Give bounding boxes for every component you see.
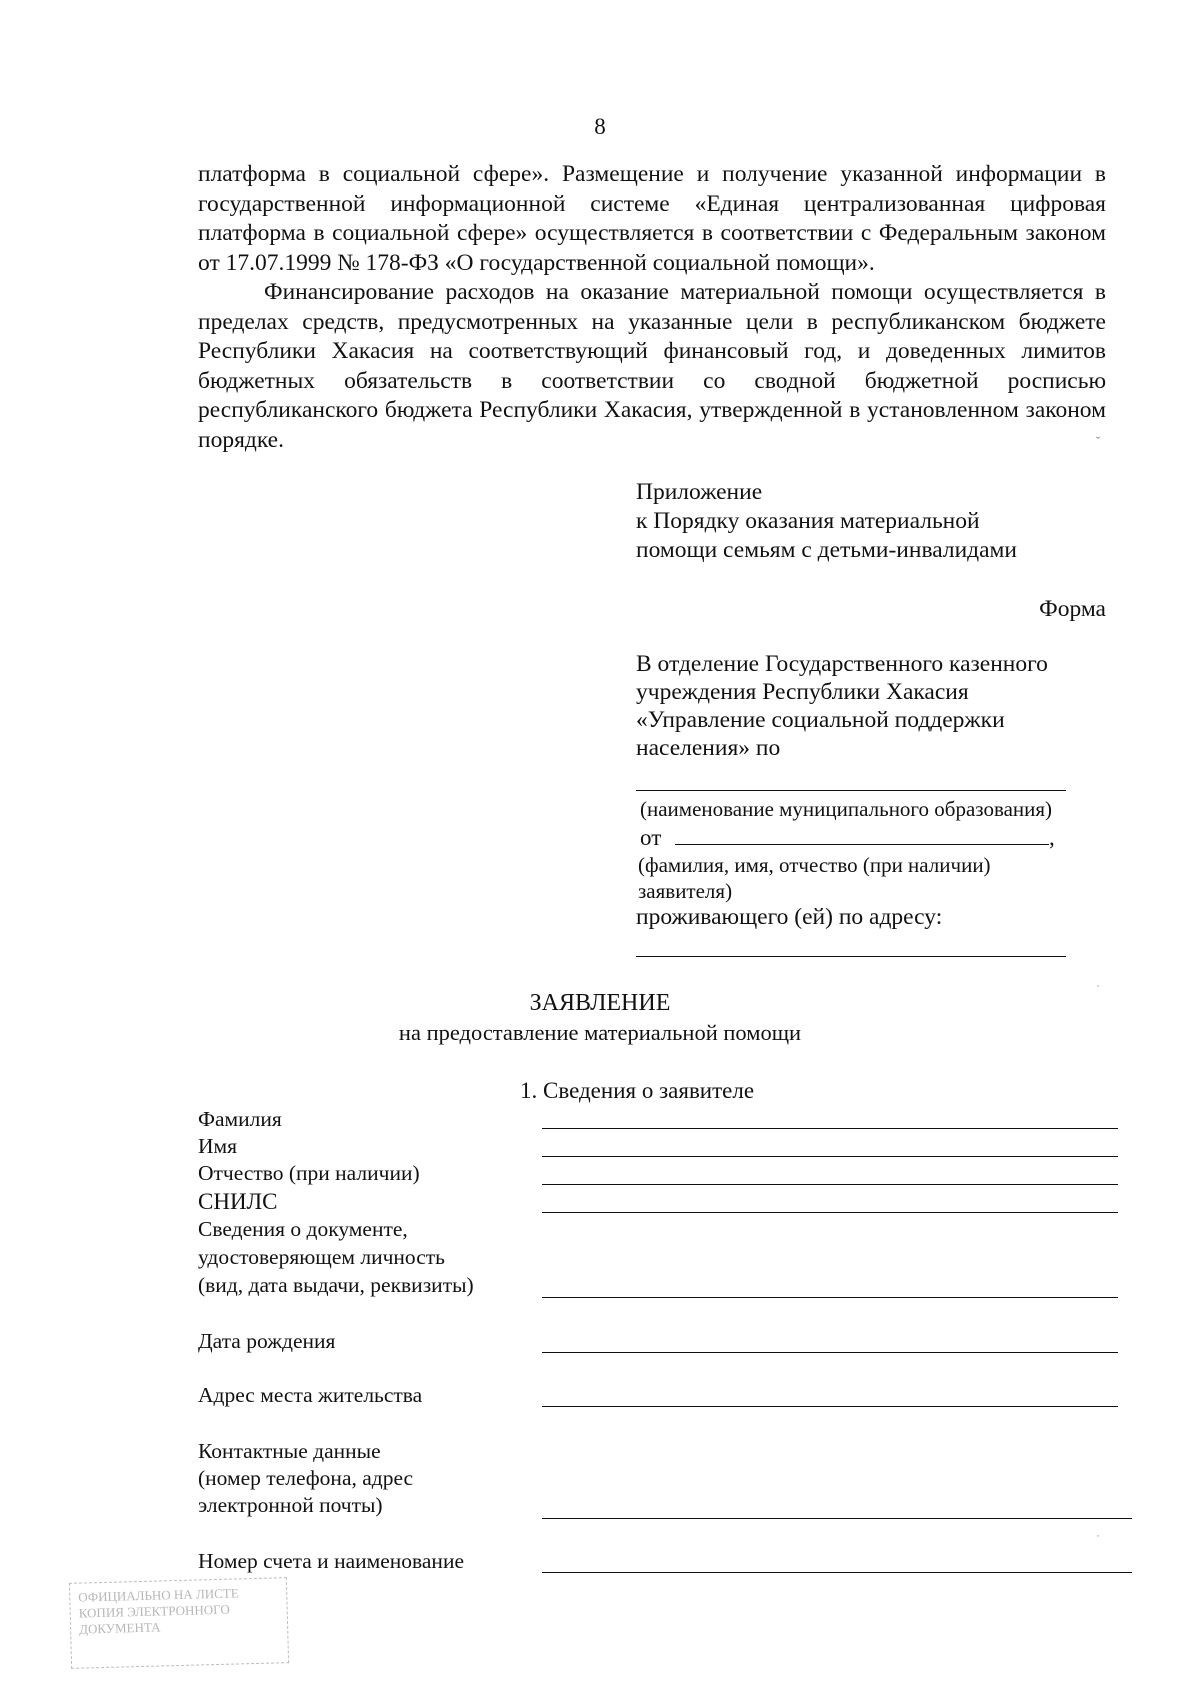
addressee-line: населения» по <box>636 735 781 761</box>
appendix-line: помощи семьям с детьми-инвалидами <box>636 537 1018 563</box>
from-label: от <box>640 825 662 850</box>
field-label-contacts: электронной почты) <box>198 1493 383 1517</box>
surname-blank[interactable] <box>542 1128 1118 1129</box>
comma: , <box>1049 825 1055 850</box>
field-label-surname: Фамилия <box>198 1107 282 1131</box>
patronymic-blank[interactable] <box>542 1184 1118 1185</box>
name-caption: заявителя) <box>638 879 733 903</box>
field-label-name: Имя <box>198 1134 238 1158</box>
from-row <box>640 824 1055 851</box>
scan-speck: ˙ <box>1096 982 1100 996</box>
appendix-line: Приложение <box>636 479 763 505</box>
residence-label: проживающего (ей) по адресу: <box>636 904 943 930</box>
document-title: ЗАЯВЛЕНИЕ <box>529 990 671 1016</box>
stamp-line: ОФИЦИАЛЬНО НА ЛИСТЕ <box>78 1585 239 1605</box>
field-label-snils: СНИЛС <box>198 1189 278 1214</box>
field-label-id-document: Сведения о документе, <box>198 1217 408 1241</box>
field-label-account: Номер счета и наименование <box>198 1549 464 1573</box>
field-label-id-document: удостоверяющем личность <box>198 1245 445 1269</box>
field-label-contacts: Контактные данные <box>198 1439 381 1463</box>
scan-speck: ˙ <box>1096 1532 1100 1546</box>
page-number: 8 <box>594 114 606 139</box>
contacts-blank[interactable] <box>542 1518 1132 1519</box>
paragraph-continuation: платформа в социальной сфере». Размещение и получение указанной информации в государственной информационной системе «Единая централизованная цифровая платформа в социальной сфере» осуществляется в соответствии с Федеральным законом от 17.07.1999 № 178-ФЗ «О государственной социальной помощи». <box>198 161 1106 276</box>
applicant-name-blank[interactable] <box>675 824 1049 845</box>
municipality-blank[interactable] <box>636 790 1066 791</box>
account-blank[interactable] <box>542 1572 1132 1573</box>
residence-address-blank[interactable] <box>636 956 1066 957</box>
section-title: 1. Сведения о заявителе <box>520 1078 755 1103</box>
stamp-line: КОПИЯ ЭЛЕКТРОННОГО <box>78 1601 230 1621</box>
name-blank[interactable] <box>542 1156 1118 1157</box>
municipality-caption: (наименование муниципального образования) <box>640 797 1053 821</box>
addressee-block <box>636 650 1106 762</box>
id-document-blank[interactable] <box>542 1297 1118 1298</box>
form-label: Форма <box>1039 596 1106 622</box>
snils-blank[interactable] <box>542 1212 1118 1213</box>
field-label-birth-date: Дата рождения <box>198 1329 336 1353</box>
field-label-patronymic: Отчество (при наличии) <box>198 1161 420 1185</box>
addressee-line: В отделение Государственного казенного <box>636 651 1048 677</box>
field-label-id-document: (вид, дата выдачи, реквизиты) <box>198 1273 474 1297</box>
document-subtitle: на предоставление материальной помощи <box>398 1020 802 1045</box>
address-blank[interactable] <box>542 1406 1118 1407</box>
addressee-line: «Управление социальной поддержки <box>636 707 1005 733</box>
faded-stamp <box>69 1577 289 1669</box>
appendix-line: к Порядку оказания материальной <box>636 508 980 534</box>
appendix-header <box>636 478 1017 565</box>
birth-date-blank[interactable] <box>542 1352 1118 1353</box>
name-caption: (фамилия, имя, отчество (при наличии) <box>638 853 991 877</box>
body-text <box>198 160 1106 455</box>
scan-speck: ˇ <box>1096 434 1100 448</box>
paragraph-financing: Финансирование расходов на оказание материальной помощи осуществляется в пределах средств, предусмотренных на указанные цели в республиканском бюджете Республики Хакасия на соответствующий финансовый год, и доведенных лимитов бюджетных обязательств в соответствии со сводной бюджетной росписью республиканского бюджета Республики Хакасия, утвержденной в установленном законом порядке. <box>198 279 1106 453</box>
stamp-line: ДОКУМЕНТА <box>78 1619 161 1637</box>
field-label-contacts: (номер телефона, адрес <box>198 1466 414 1490</box>
field-label-address: Адрес места жительства <box>198 1383 423 1407</box>
addressee-line: учреждения Республики Хакасия <box>636 679 969 705</box>
